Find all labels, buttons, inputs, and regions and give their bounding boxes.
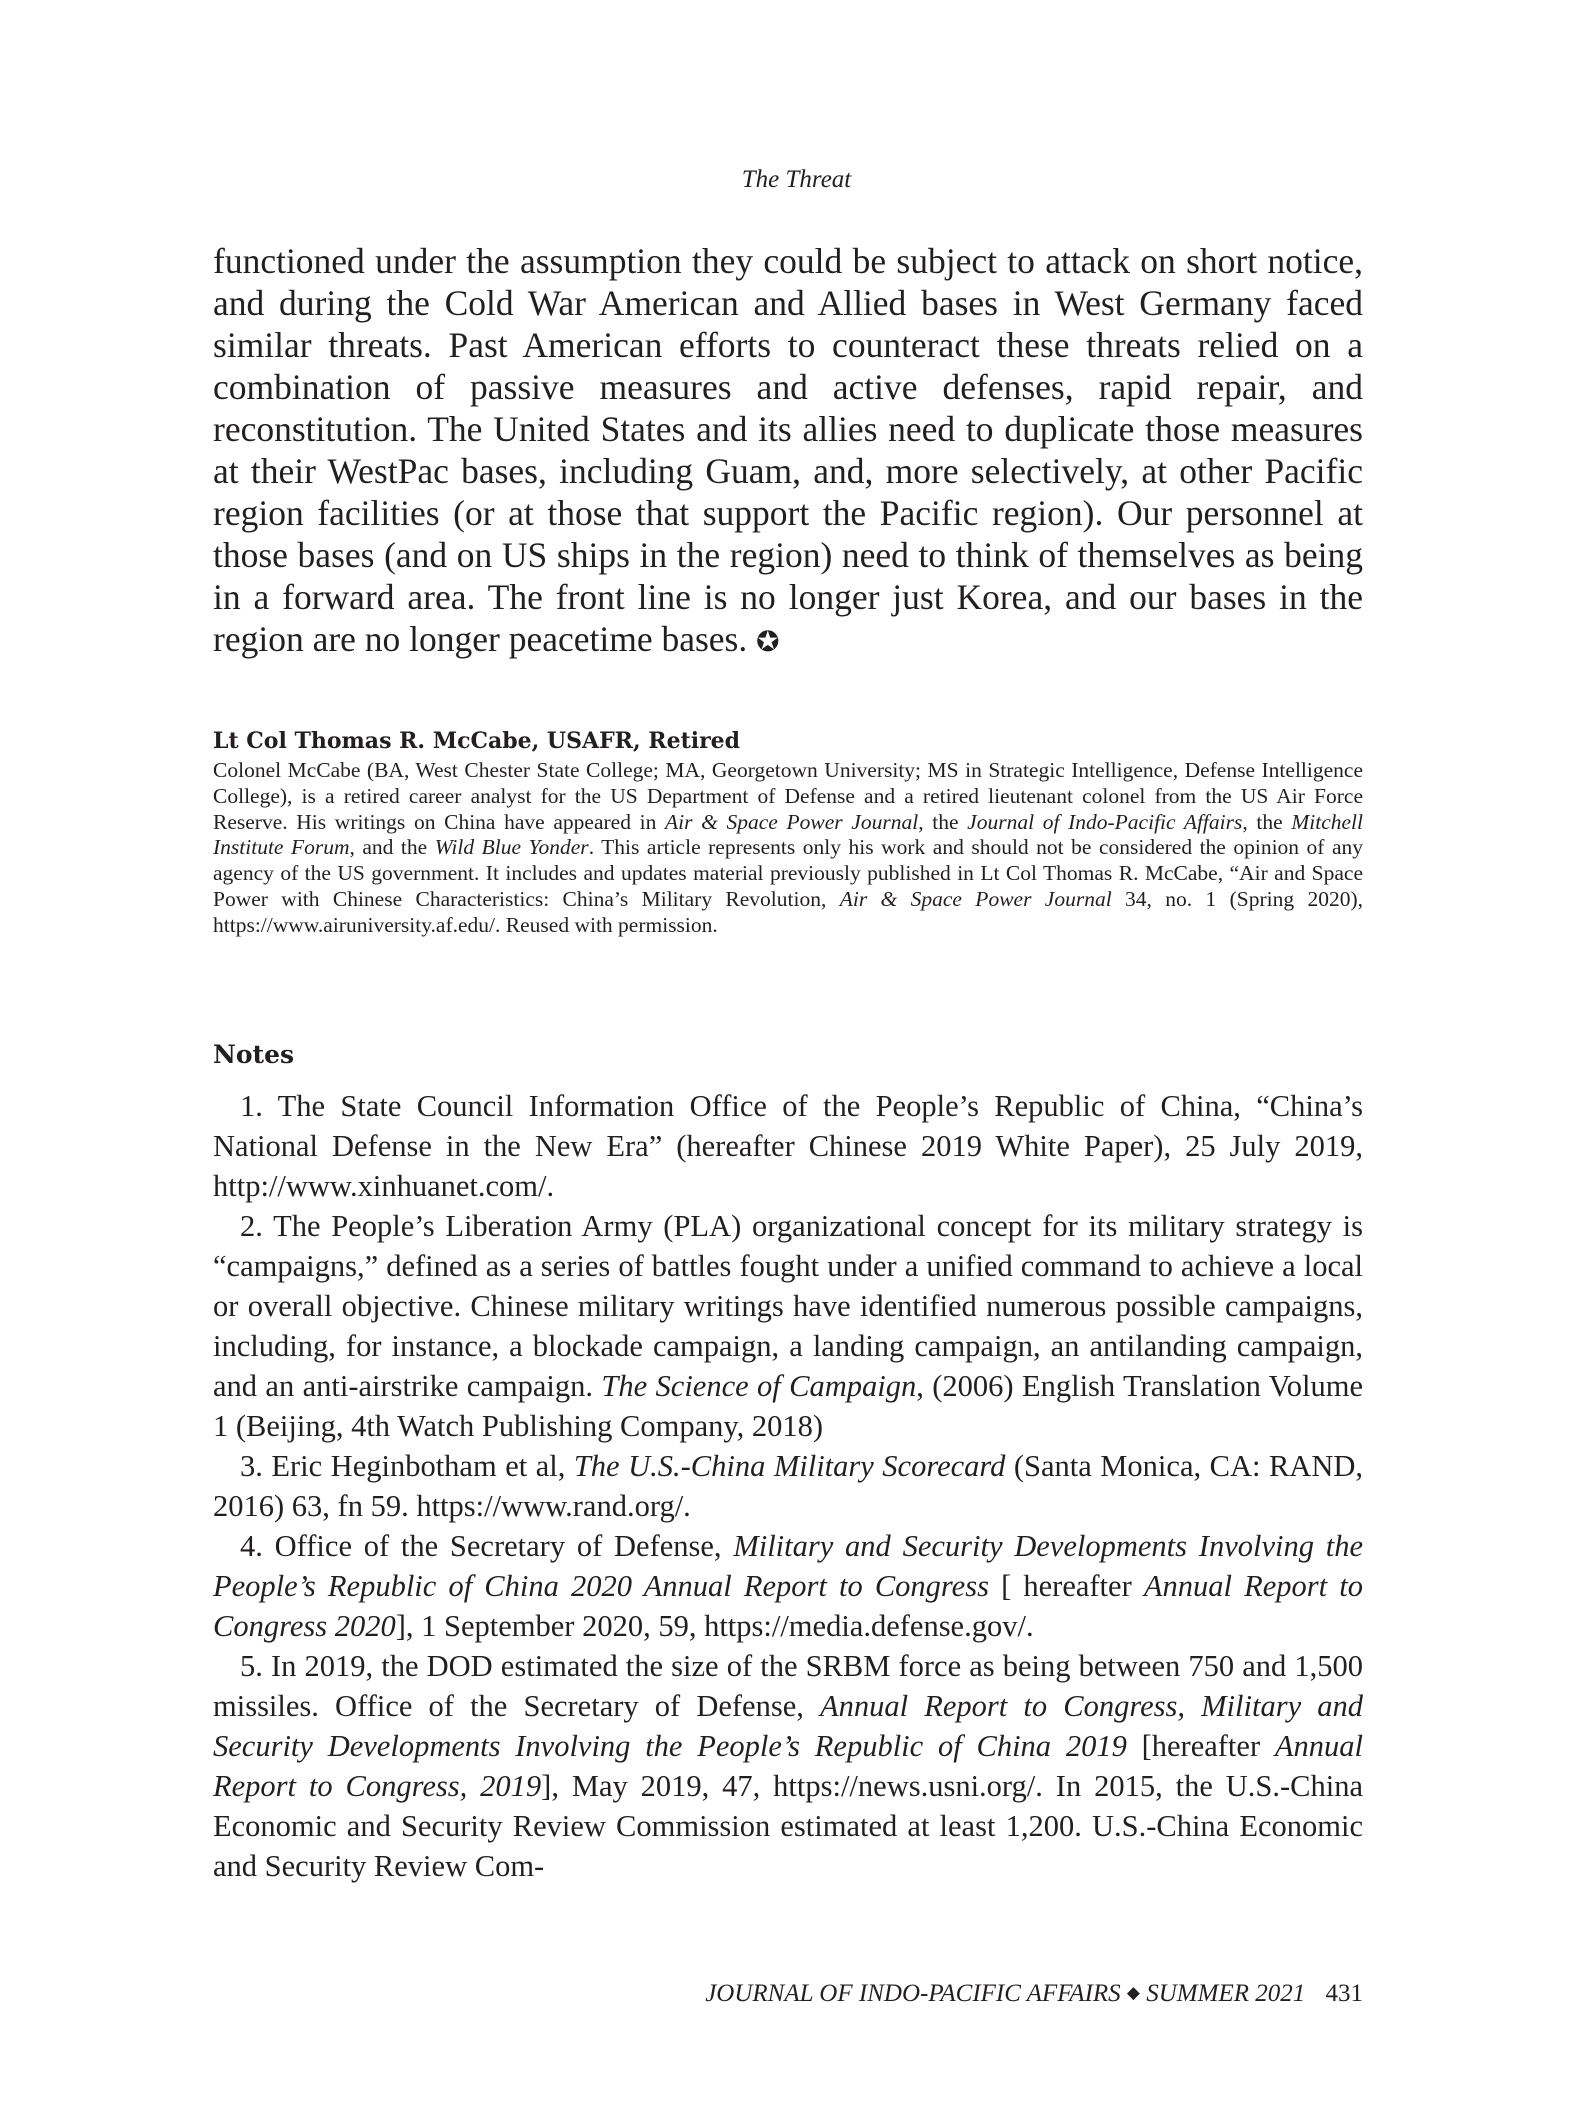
note-text: ], May 2019, 47, https://news.usni.org/. In 2015, the U.S.-China Economic and Security Review Commission estimated at least 1,200. U.S.-China Economic and Security Review Com- <box>213 1769 1364 1883</box>
bio-text: 34, no. 1 (Spring 2020), https://www.airuniversity.af.edu/. Reused with permission. <box>213 886 1363 937</box>
bio-publication: Journal of Indo-Pacific Affairs <box>967 809 1243 834</box>
footer-journal-title: JOURNAL OF INDO-PACIFIC AFFAIRS <box>705 1980 1121 2007</box>
note-text: ], 1 September 2020, 59, https://media.defense.gov/. <box>395 1609 1034 1643</box>
note-text: , (2006) English Translation Volume 1 (Beijing, 4th Watch Publishing Company, 2018) <box>213 1369 1363 1443</box>
end-of-article-icon: ✪ <box>756 625 780 658</box>
bio-text: . This article represents only his work and should not be considered the opinion of any agency of the US government. It includes and updates material previously published in Lt Col Thomas R. McCabe, “Air and Space Power with Chinese Characteristics: China’s Military Revolution, <box>213 835 1364 911</box>
note-text: 5. In 2019, the DOD estimated the size of the SRBM force as being between 750 and 1,500 missiles. Office of the Secretary of Defense, <box>213 1649 1363 1723</box>
running-head: The Threat <box>741 166 852 193</box>
page-footer <box>213 1980 1363 2008</box>
note-2 <box>213 1206 1363 1446</box>
footer-issue: SUMMER 2021 <box>1146 1980 1306 2007</box>
note-title: Annual Report to Congress, Military and Security Developments Involving the People’s Republic of China 2019 <box>213 1689 1363 1763</box>
diamond-separator-icon: ◆ <box>1126 1983 1140 2002</box>
note-title: Annual Report to Congress, 2019 <box>213 1729 1363 1803</box>
bio-publication: Wild Blue Yonder <box>434 835 589 860</box>
note-title: The U.S.-China Military Scorecard <box>573 1449 1006 1483</box>
notes-section <box>213 1040 1363 1886</box>
note-title: Annual Report to Congress 2020 <box>213 1569 1363 1643</box>
note-3 <box>213 1446 1363 1526</box>
author-bio-text <box>213 758 1363 939</box>
note-text: (Santa Monica, CA: RAND, 2016) 63, fn 59. https://www.rand.org/. <box>213 1449 1363 1523</box>
body-paragraph-text: functioned under the assumption they could be subject to attack on short notice, and during the Cold War American and Allied bases in West Germany faced similar threats. Past American efforts to counteract these threats relied on a combination of passive measures and active defenses, rapid repair, and reconstitution. The United States and its allies need to duplicate those measures at their WestPac bases, including Guam, and, more selectively, at other Pacific region facilities (or at those that support the Pacific region). Our personnel at those bases (and on US ships in the region) need to think of themselves as being in a forward area. The front line is no longer just Korea, and our bases in the region are no longer peacetime bases. <box>213 241 1363 659</box>
bio-text: , and the <box>349 835 435 860</box>
note-text: 3. Eric Heginbotham et al, <box>240 1449 574 1483</box>
author-bio <box>213 726 1363 939</box>
note-1 <box>213 1086 1363 1206</box>
note-title: Military and Security Developments Involving the People’s Republic of China 2020 Annual Report to Congress <box>213 1529 1363 1603</box>
note-4 <box>213 1526 1363 1646</box>
note-title: The Science of Campaign <box>601 1369 917 1403</box>
notes-heading: Notes <box>213 1040 295 1069</box>
bio-publication: Mitchell Institute Forum <box>213 809 1363 860</box>
bio-publication: Air & Space Power Journal <box>665 809 919 834</box>
page-number: 431 <box>1325 1980 1363 2007</box>
bio-publication: Air & Space Power Journal <box>839 886 1112 911</box>
bio-text: Colonel McCabe (BA, West Chester State College; MA, Georgetown University; MS in Strategic Intelligence, Defense Intelligence College), is a retired career analyst for the US Department of Defense and a retired lieutenant colonel from the US Air Force Reserve. His writings on China have appeared in <box>213 758 1363 834</box>
bio-text: , the <box>1242 809 1292 834</box>
author-name: Lt Col Thomas R. McCabe, USAFR, Retired <box>213 728 741 754</box>
note-text: [hereafter <box>1126 1729 1275 1763</box>
note-text: 1. The State Council Information Office of the People’s Republic of China, “China’s National Defense in the New Era” (hereafter Chinese 2019 White Paper), 25 July 2019, http://www.xinhuanet.com/. <box>213 1089 1363 1203</box>
note-text: 4. Office of the Secretary of Defense, <box>240 1529 734 1563</box>
note-text: [ hereafter <box>988 1569 1144 1603</box>
note-text: 2. The People’s Liberation Army (PLA) organizational concept for its military strategy is “campaigns,” defined as a series of battles fought under a unified command to achieve a local or overall objective. Chinese military writings have identified numerous possible campaigns, including, for instance, a blockade campaign, a landing campaign, an antilanding campaign, and an anti-airstrike campaign. <box>213 1209 1363 1403</box>
note-5 <box>213 1646 1363 1886</box>
body-paragraph <box>213 240 1363 663</box>
bio-text: , the <box>918 809 968 834</box>
